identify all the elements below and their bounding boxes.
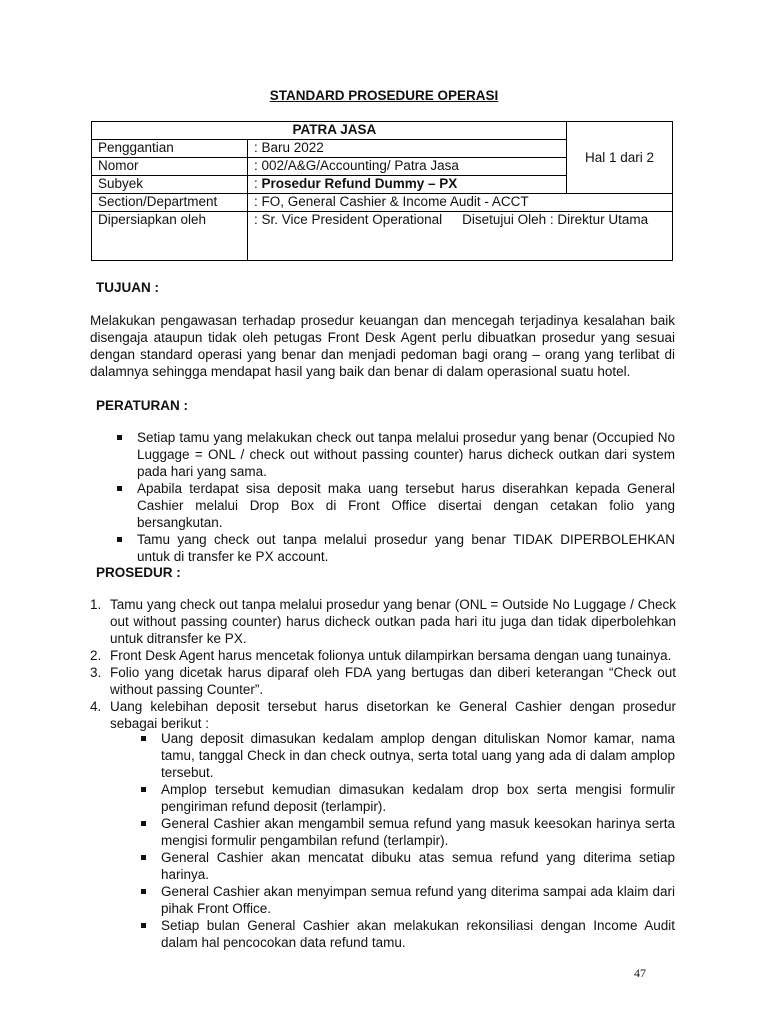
list-item: 1. Tamu yang check out tanpa melalui prosedur yang benar (ONL = Outside No Luggage / Check out without passing counter) harus dicheck outkan pada hari itu juga dan tidak diperbolehkan untuk ditransfer ke PX. [90, 597, 676, 646]
list-item: Setiap tamu yang melakukan check out tanpa melalui prosedur yang benar (Occupied No Luggage = ONL / check out without passing counter) harus dicheck outkan dari system pada hari yang sama. [137, 429, 675, 480]
list-item: General Cashier akan mengambil semua refund yang masuk keesokan harinya serta mengisi formulir pengambilan refund (terlampir). [161, 815, 675, 849]
tujuan-heading: TUJUAN : [96, 280, 159, 295]
document-header-table [91, 121, 673, 261]
bullet-icon [141, 889, 146, 894]
row-value-nomor: : 002/A&G/Accounting/ Patra Jasa [248, 158, 567, 176]
bullet-icon [141, 736, 146, 741]
row-value-section: : FO, General Cashier & Income Audit - ACCT [248, 194, 673, 212]
row-label-dipersiapkan: Dipersiapkan oleh [92, 212, 248, 261]
list-item: General Cashier akan menyimpan semua refund yang diterima sampai ada klaim dari pihak Front Office. [161, 883, 675, 917]
peraturan-list [137, 429, 675, 565]
document-title: STANDARD PROSEDURE OPERASI [269, 88, 499, 103]
prosedur-sub-list [161, 730, 675, 951]
list-item: Setiap bulan General Cashier akan melakukan rekonsiliasi dengan Income Audit dalam hal pencocokan data refund tamu. [161, 917, 675, 951]
page-number: 47 [634, 966, 646, 980]
row-value-penggantian: : Baru 2022 [248, 140, 567, 158]
company-name: PATRA JASA [248, 122, 567, 140]
row-label-penggantian: Penggantian [92, 140, 248, 158]
bullet-icon [141, 923, 146, 928]
bullet-icon [117, 486, 122, 491]
prosedur-heading: PROSEDUR : [96, 565, 181, 580]
list-item: 3. Folio yang dicetak harus diparaf oleh FDA yang bertugas dan diberi keterangan “Check out without passing Counter”. [90, 665, 676, 697]
subyek-prefix: : [254, 176, 262, 191]
list-item: Tamu yang check out tanpa melalui prosedur yang benar TIDAK DIPERBOLEHKAN untuk di transfer ke PX account. [137, 531, 675, 565]
row-label-nomor: Nomor [92, 158, 248, 176]
row-value-subyek [248, 176, 567, 194]
bullet-icon [117, 435, 122, 440]
subyek-value: Prosedur Refund Dummy – PX [261, 176, 458, 191]
row-value-dipersiapkan [248, 212, 673, 261]
row-label-subyek: Subyek [92, 176, 248, 194]
bullet-icon [117, 537, 122, 542]
approved-by: Disetujui Oleh : Direktur Utama [462, 212, 649, 227]
list-item: 4. Uang kelebihan deposit tersebut harus disetorkan ke General Cashier dengan prosedur sebagai berikut : [90, 699, 676, 731]
bullet-icon [141, 821, 146, 826]
list-item: 2. Front Desk Agent harus mencetak folionya untuk dilampirkan bersama dengan uang tunainya. [90, 648, 672, 663]
page-info: Hal 1 dari 2 [567, 122, 673, 194]
bullet-icon [141, 855, 146, 860]
bullet-icon [141, 787, 146, 792]
list-item: Apabila terdapat sisa deposit maka uang tersebut harus diserahkan kepada General Cashier melalui Drop Box di Front Office disertai dengan cetakan folio yang bersangkutan. [137, 480, 675, 531]
list-item: Amplop tersebut kemudian dimasukan kedalam drop box serta mengisi formulir pengiriman refund deposit (terlampir). [161, 781, 675, 815]
row-label-section: Section/Department [92, 194, 248, 212]
list-item: General Cashier akan mencatat dibuku atas semua refund yang diterima setiap harinya. [161, 849, 675, 883]
prosedur-steps [90, 596, 676, 732]
company-left-cell [92, 122, 248, 140]
peraturan-heading: PERATURAN : [96, 398, 188, 413]
list-item: Uang deposit dimasukan kedalam amplop dengan dituliskan Nomor kamar, nama tamu, tanggal Check in dan check outnya, serta total uang yang ada di dalam amplop tersebut. [161, 730, 675, 781]
tujuan-text: Melakukan pengawasan terhadap prosedur keuangan dan mencegah terjadinya kesalahan baik disengaja ataupun tidak oleh petugas Front Desk Agent perlu dibuatkan prosedur yang sesuai dengan standard operasi yang benar dan menjadi pedoman bagi orang – orang yang terlibat di dalamnya sehingga mendapat hasil yang baik dan benar di dalam operasional suatu hotel. [90, 313, 675, 379]
prepared-by: : Sr. Vice President Operational [254, 212, 443, 227]
